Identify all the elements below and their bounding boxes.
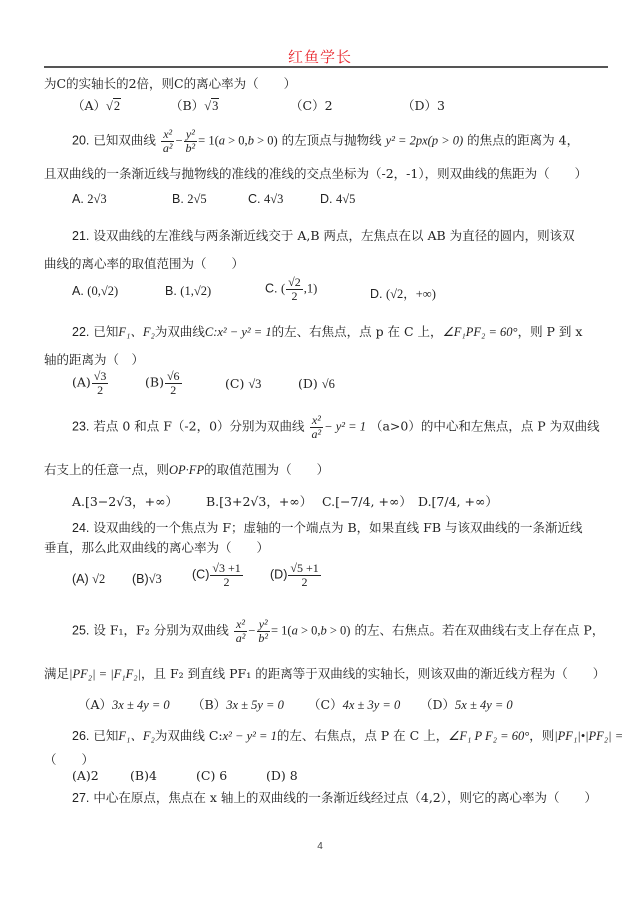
q22-equation: C:x² − y² = 1 (204, 325, 272, 339)
q23-line2 (44, 460, 329, 478)
q23-line1: 23. 若点 0 和点 F（-2，0）分别为双曲线 $\frac{\text{x²}}{\text{a²}}$ − y² = 1 （a>0）的中心和左焦点，点 P 为双曲线 (72, 413, 600, 441)
q23-text-d: 的取值范围为（ ） (204, 462, 330, 477)
q26-option-c: (C) 6 (196, 768, 228, 783)
q27-line1 (72, 788, 597, 806)
q26-line1 (72, 726, 623, 744)
q26-text-c: 为双曲线 C: (154, 728, 223, 743)
q25-option-d: （D）5x ± 4y = 0 (420, 697, 513, 712)
q24-line2: 垂直，那么此双曲线的离心率为（ ） (44, 540, 270, 555)
q22-option-d: (D) √6 (298, 376, 335, 391)
q22-number: 22. (72, 325, 90, 339)
q19-option-d: （D）3 (402, 98, 445, 113)
q25-text-a: 设 F₁，F₂ 分别为双曲线 (93, 622, 229, 638)
q24-option-d: (D) $\frac{√5 +1}{2}$ (270, 561, 319, 589)
q20-number: 20. (72, 133, 90, 148)
q27-number: 27. (72, 791, 90, 805)
q22-foci: F₁、F₂ (118, 325, 155, 339)
q21-option-a: A. (0,√2) (72, 284, 119, 298)
q22-text-e: 的左、右焦点，点 p 在 C 上， (271, 324, 443, 339)
q25-number: 25. (72, 623, 90, 638)
q21-line1 (72, 226, 575, 244)
q26-number: 26. (72, 729, 90, 743)
q25-option-b: （B）3x ± 5y = 0 (192, 697, 284, 712)
q21-option-c: C. ( $\frac{√2}{2}$ ,1) (265, 275, 318, 303)
q25-text-d: ，且 F₂ 到直线 PF₁ 的距离等于双曲线的实轴长，则该双曲的渐近线方程为（ ） (141, 666, 606, 681)
q26-option-b: (B)4 (130, 768, 157, 783)
q24-number: 24. (72, 521, 90, 535)
q25-line2 (44, 664, 605, 682)
q20-text-b: 的左顶点与抛物线 (281, 132, 382, 148)
q26-option-a: (A)2 (72, 768, 99, 783)
q20-parabola: y² = 2px(p > 0) (385, 133, 464, 148)
q26-text-a: 已知 (93, 728, 119, 743)
q23-frac: $\frac{\text{x²}}{\text{a²}}$ (311, 413, 322, 441)
q22-option-a: (A) $\frac{√3}{2}$ (72, 369, 107, 397)
q20-option-c: C. 4√3 (248, 192, 284, 206)
document-header-title: 红鱼学长 (287, 48, 352, 66)
page-number: 4 (317, 841, 323, 852)
q21-option-b: B. (1,√2) (165, 284, 212, 298)
q19-option-b (170, 96, 219, 114)
q24-option-c: (C) $\frac{√3 +1}{2}$ (192, 561, 241, 589)
q19-option-b-value: √3 (204, 99, 219, 113)
q20-option-d: D. 4√5 (320, 192, 356, 206)
q26-option-d: (D) 8 (266, 768, 298, 783)
q23-number: 23. (72, 419, 90, 434)
q20-text: 已知双曲线 (93, 132, 156, 148)
q19-option-b-label: （B） (170, 98, 205, 113)
q22-text-g: ，则 P 到 x (517, 324, 583, 339)
q20-frac-y: $\frac{\text{y²}}{\text{b²}}$ (185, 127, 196, 155)
q23-option-a: A.[3−2√3，+∞） (72, 494, 179, 509)
q22-option-c: (C) √3 (225, 376, 262, 391)
q25-option-c: （C）4x ± 3y = 0 (308, 697, 401, 712)
q20-frac-x: $\frac{\text{x²}}{\text{a²}}$ (162, 127, 173, 155)
q19-option-a-label: （A） (72, 98, 107, 113)
q23-option-d: D.[7/4, +∞） (418, 494, 498, 509)
q20-option-a: A. 2√3 (72, 192, 107, 206)
q22-option-b: (B) $\frac{√6}{2}$ (145, 369, 180, 397)
q22-line1 (72, 322, 582, 340)
q19-option-a-value: √2 (106, 99, 121, 113)
q19-option-a (72, 96, 121, 114)
q27-text: 中心在原点，焦点在 x 轴上的双曲线的一条渐近线经过点（4,2），则它的离心率为（ ） (93, 790, 598, 805)
q21-line2: 曲线的离心率的取值范围为（ ） (44, 256, 245, 271)
q23-text-c: 右支上的任意一点，则 (44, 462, 170, 477)
q26-angle: ∠F₁ P F₂ = 60° (448, 729, 530, 743)
q24-option-a: (A) √2 (72, 572, 106, 586)
q22-text-c: 为双曲线 (154, 324, 205, 339)
q23-option-b: B.[3+2√3，+∞） (206, 494, 313, 509)
header-divider (44, 66, 608, 68)
q19-tail-text: 为C的实轴长的2倍，则C的离心率为（ ） (44, 76, 297, 91)
q20-text-c: 的焦点的距离为 4， (467, 132, 580, 148)
q24-option-b: (B)√3 (132, 572, 162, 586)
q26-text-g: ，则 (529, 728, 555, 743)
q21-text: 设双曲线的左准线与两条渐近线交于 A,B 两点，左焦点在以 AB 为直径的圆内，则该双 (93, 228, 575, 243)
q26-foci: F₁、F₂ (118, 729, 155, 743)
q24-text: 设双曲线的一个焦点为 F；虚轴的一个端点为 B，如果直线 FB 与该双曲线的一条渐近线 (93, 520, 583, 535)
q19-option-c: （C）2 (290, 98, 333, 113)
q23-text-b: （a>0）的中心和左焦点，点 P 为双曲线 (369, 418, 600, 434)
q21-option-d: D. (√2，+∞) (370, 287, 436, 301)
q25-option-a: （A）3x ± 4y = 0 (78, 697, 170, 712)
q20-line2: 且双曲线的一条渐近线与抛物线的准线的准线的交点坐标为（-2，-1），则双曲线的焦距为（ ） (44, 166, 588, 181)
q24-line1 (72, 518, 583, 536)
q23-vector: OP·FP (169, 463, 205, 477)
q22-line2: 轴的距离为（ ） (44, 352, 145, 367)
q20-option-b: B. 2√5 (172, 192, 207, 206)
q26-product: |PF₁|•|PF₂| = (554, 729, 624, 743)
q26-text-e: 的左、右焦点，点 P 在 C 上， (276, 728, 449, 743)
q26-equation: x² − y² = 1 (222, 729, 277, 743)
q23-option-c: C.[−7/4, +∞） (322, 494, 412, 509)
q23-text-a: 若点 0 和点 F（-2，0）分别为双曲线 (93, 418, 305, 434)
q22-text-a: 已知 (93, 324, 119, 339)
q26-line2: （ ） (44, 752, 95, 767)
q25-text-c: 满足 (44, 666, 70, 681)
q21-number: 21. (72, 229, 90, 243)
q22-angle: ∠F₁PF₂ = 60° (442, 325, 518, 339)
q25-text-b: 的左、右焦点。若在双曲线右支上存在点 P， (354, 622, 605, 638)
q25-line1: 25. 设 F₁，F₂ 分别为双曲线 $\frac{\text{x²}}{\text{a²}}$ − $\frac{\text{y²}}{\text{b²}}$ = 1(a > 0,b > 0) 的左、右焦点。若在双曲线右支上存在点 P， (72, 617, 605, 645)
q20-line1: 20. 已知双曲线 $\frac{\text{x²}}{\text{a²}}$ − $\frac{\text{y²}}{\text{b²}}$ = 1(a > 0,b > 0) 的左顶点与抛物线 y² = 2px(p > 0) 的焦点的距离为 4， (72, 127, 580, 155)
q25-condition: |PF₂| = |F₁F₂| (69, 667, 142, 681)
